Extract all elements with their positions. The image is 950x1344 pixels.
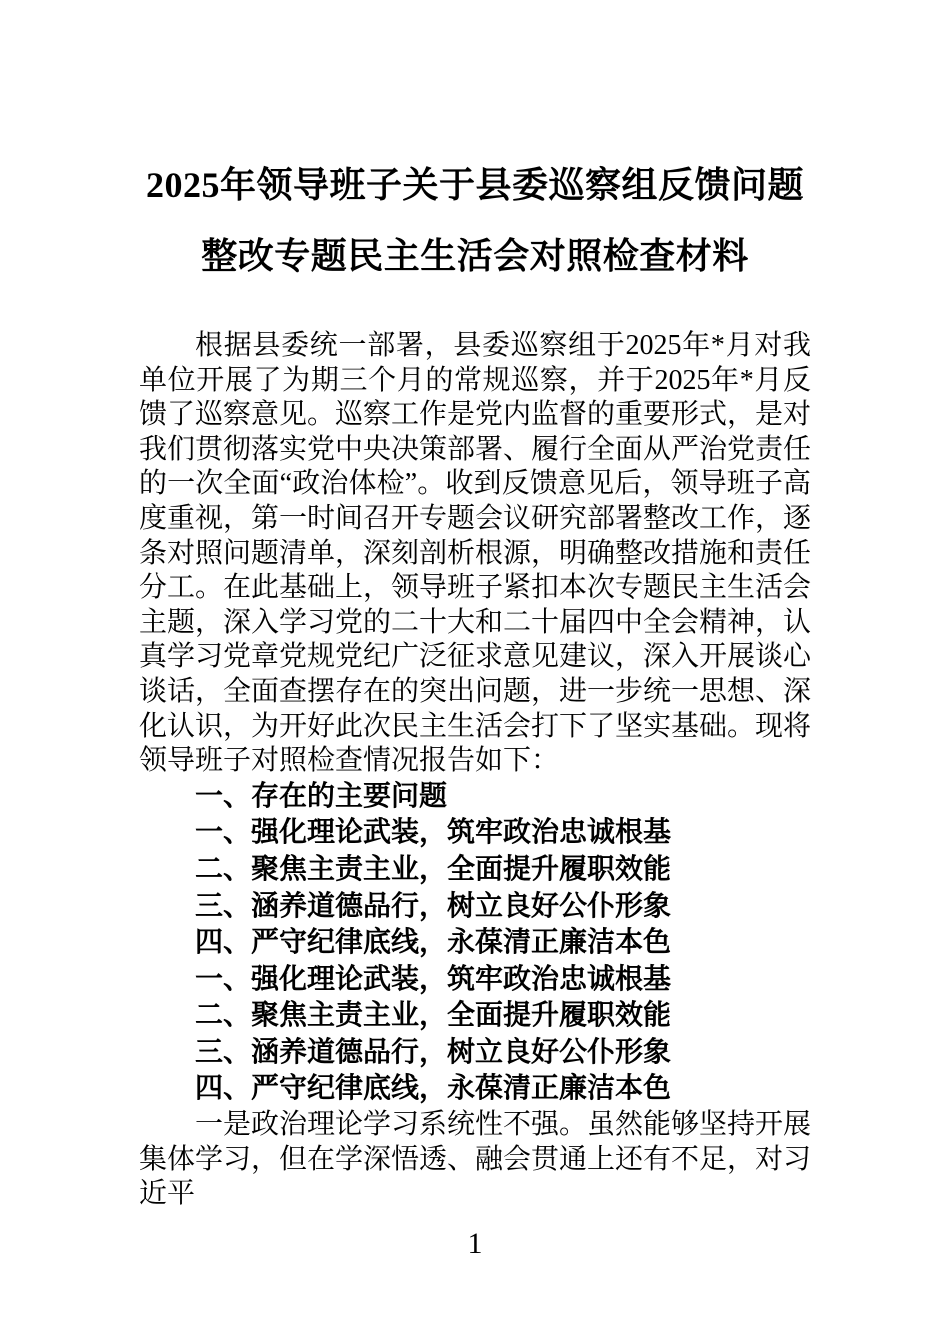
intro-paragraph: 根据县委统一部署，县委巡察组于2025年*月对我单位开展了为期三个月的常规巡察，并于2025年*月反馈了巡察意见。巡察工作是党内监督的重要形式，是对我们贯彻落实党中央决策部署、履行全面从严治党责任的一次全面“政治体检”。收到反馈意见后，领导班子高度重视，第一时间召开专题会议研究部署整改工作，逐条对照问题清单，深刻剖析根源，明确整改措施和责任分工。在此基础上，领导班子紧扣本次专题民主生活会主题，深入学习党的二十大和二十届四中全会精神，认真学习党章党规党纪广泛征求意见建议，深入开展谈心谈话，全面查摆存在的突出问题，进一步统一思想、深化认识，为开好此次民主生活会打下了坚实基础。现将领导班子对照检查情况报告如下： bbox=[139, 330, 812, 777]
closing-paragraph: 一是政治理论学习系统性不强。虽然能够坚持开展集体学习，但在学深悟透、融会贯通上还有不足，对习近平 bbox=[139, 1109, 812, 1210]
document-title-line-1: 2025年领导班子关于县委巡察组反馈问题 bbox=[145, 165, 804, 205]
outline-item: 三、涵养道德品行，树立良好公仆形象 bbox=[195, 890, 672, 922]
outline-item: 一、强化理论武装，筑牢政治忠诚根基 bbox=[195, 963, 672, 995]
section-heading: 一、存在的主要问题 bbox=[195, 780, 448, 812]
outline-item: 四、严守纪律底线，永葆清正廉洁本色 bbox=[195, 1073, 672, 1105]
document-title bbox=[139, 150, 811, 292]
document-title-line-2: 整改专题民主生活会对照检查材料 bbox=[201, 236, 749, 276]
outline-list bbox=[139, 815, 811, 1108]
outline-item: 四、严守纪律底线，永葆清正廉洁本色 bbox=[195, 927, 672, 959]
outline-item: 二、聚焦主责主业，全面提升履职效能 bbox=[195, 853, 672, 885]
page-number: 1 bbox=[467, 1226, 483, 1260]
outline-item: 二、聚焦主责主业，全面提升履职效能 bbox=[195, 1000, 672, 1032]
outline-item: 一、强化理论武装，筑牢政治忠诚根基 bbox=[195, 817, 672, 849]
document-content bbox=[139, 150, 811, 1262]
outline-item: 三、涵养道德品行，树立良好公仆形象 bbox=[195, 1036, 672, 1068]
